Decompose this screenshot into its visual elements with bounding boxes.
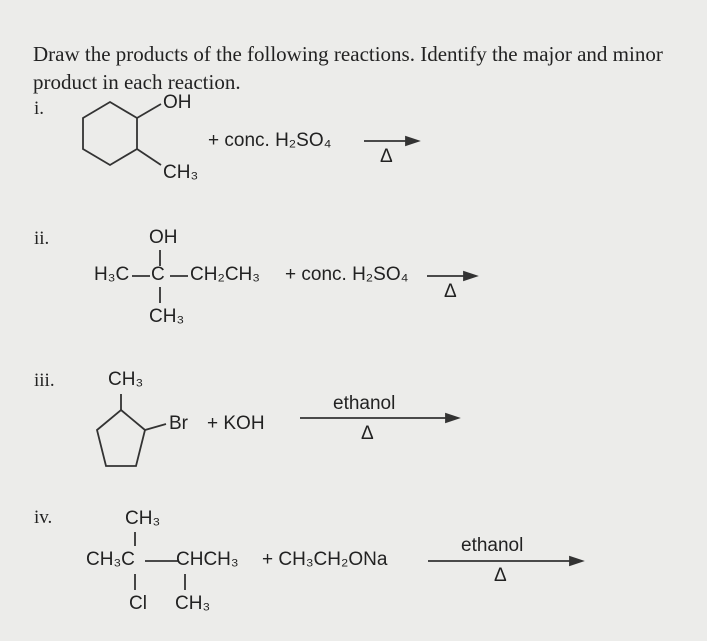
quaternary-carbon: CH₃C [86, 549, 135, 570]
reaction-label: iv. [34, 507, 53, 528]
heat-symbol: Δ [361, 423, 374, 444]
hydroxyl-group: OH [163, 92, 192, 113]
reagent: + conc. H₂SO₄ [285, 264, 409, 285]
reaction-label: iii. [34, 370, 55, 391]
reagent: + conc. H₂SO₄ [208, 130, 332, 151]
reaction-label: ii. [34, 228, 50, 249]
hydroxyl-group: OH [149, 227, 178, 248]
solvent-label: ethanol [333, 393, 396, 414]
methyl-group: CH₃ [108, 369, 144, 390]
heat-symbol: Δ [444, 281, 457, 302]
bromine-substituent: Br [169, 413, 188, 434]
instruction-line-1: Draw the products of the following reactions. Identify the major and minor [33, 42, 663, 66]
methyl-bottom: CH₃ [175, 593, 211, 614]
methyl-top: CH₃ [125, 508, 161, 529]
reagent: + CH₃CH₂ONa [262, 549, 388, 570]
reagent: + KOH [207, 413, 265, 434]
chlorine-substituent: Cl [129, 593, 147, 614]
methine-group: CHCH₃ [176, 549, 239, 570]
methyl-left: H₃C [94, 264, 130, 285]
solvent-label: ethanol [461, 535, 524, 556]
reaction-label: i. [34, 98, 45, 119]
central-carbon: C [151, 264, 165, 285]
instruction-line-2: product in each reaction. [33, 70, 241, 94]
methyl-group: CH₃ [163, 162, 199, 183]
ethyl-group: CH₂CH₃ [190, 264, 260, 285]
heat-symbol: Δ [380, 146, 393, 167]
methyl-bottom: CH₃ [149, 306, 185, 327]
heat-symbol: Δ [494, 565, 507, 586]
